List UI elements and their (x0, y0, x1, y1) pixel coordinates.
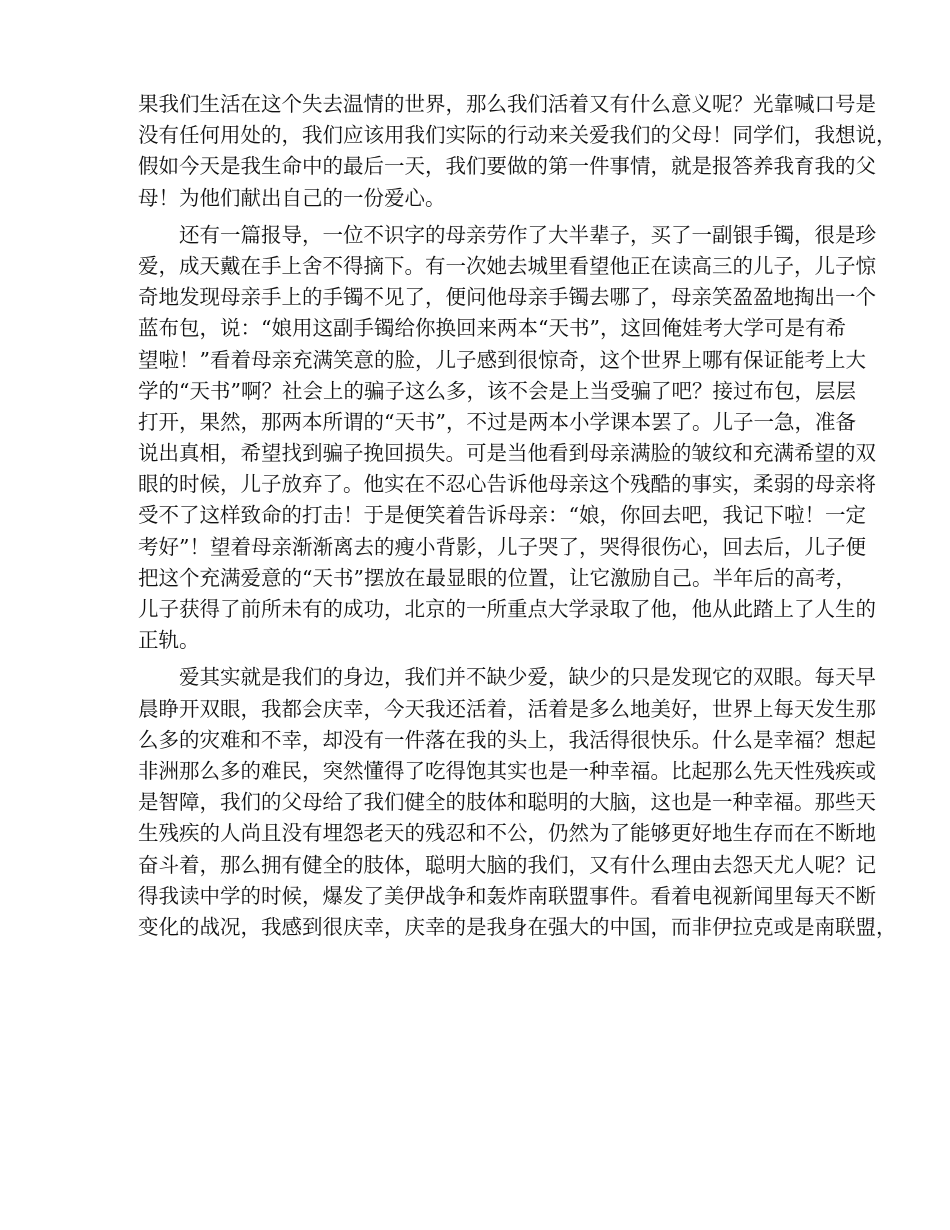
text-line: 蓝布包，说：“娘用这副手镯给你换回来两本“天书”，这回俺娃考大学可是有希 (138, 316, 846, 341)
text-line: 儿子获得了前所未有的成功，北京的一所重点大学录取了他，他从此踏上了人生的 (138, 597, 876, 621)
text-line: 果我们生活在这个失去温情的世界，那么我们活着又有什么意义呢？光靠喊口号是 (138, 92, 876, 116)
text-line: 学的“天书”啊？社会上的骗子这么多，该不会是上当受骗了吧？接过布包，层层 (138, 378, 856, 403)
text-line: 奋斗着，那么拥有健全的肢体，聪明大脑的我们，又有什么理由去怨天尤人呢？记 (138, 852, 876, 877)
text-line: 晨睁开双眼，我都会庆幸，今天我还活着，活着是多么地美好，世界上每天发生那 (138, 696, 876, 721)
text-line: 生残疾的人尚且没有埋怨老天的残忍和不公，仍然为了能够更好地生存而在不断地 (138, 821, 876, 846)
text-line: 说出真相，希望找到骗子挽回损失。可是当他看到母亲满脸的皱纹和充满希望的双 (138, 441, 876, 466)
text-line: 把这个充满爱意的“天书”摆放在最显眼的位置，让它激励自己。半年后的高考， (138, 565, 856, 590)
paragraph (138, 662, 897, 943)
text-line: 得我读中学的时候，爆发了美伊战争和轰炸南联盟事件。看着电视新闻里每天不断 (138, 883, 876, 908)
text-line: 爱，成天戴在手上舍不得摘下。有一次她去城里看望他正在读高三的儿子，儿子惊 (138, 253, 876, 278)
document-body (138, 89, 897, 943)
paragraph (138, 89, 897, 214)
text-line: 考好”！望着母亲渐渐离去的瘦小背影，儿子哭了，哭得很伤心，回去后，儿子便 (138, 534, 866, 559)
text-line: 是智障，我们的父母给了我们健全的肢体和聪明的大脑，这也是一种幸福。那些天 (138, 790, 876, 815)
text-line: 眼的时候，儿子放弃了。他实在不忍心告诉他母亲这个残酷的事实，柔弱的母亲将 (138, 472, 876, 497)
text-line: 么多的灾难和不幸，却没有一件落在我的头上，我活得很快乐。什么是幸福？想起 (138, 727, 876, 752)
text-line: 变化的战况，我感到很庆幸，庆幸的是我身在强大的中国，而非伊拉克或是南联盟， (138, 914, 897, 939)
text-line: 母！为他们献出自己的一份爱心。 (138, 185, 446, 210)
text-line: 爱其实就是我们的身边，我们并不缺少爱，缺少的只是发现它的双眼。每天早 (179, 665, 876, 690)
paragraph (138, 220, 876, 657)
text-line: 还有一篇报导，一位不识字的母亲劳作了大半辈子，买了一副银手镯，很是珍 (179, 222, 876, 247)
text-line: 非洲那么多的难民，突然懂得了吃得饱其实也是一种幸福。比起那么先天性残疾或 (138, 758, 876, 783)
text-line: 没有任何用处的，我们应该用我们实际的行动来关爱我们的父母！同学们，我想说， (138, 123, 897, 148)
text-line: 假如今天是我生命中的最后一天，我们要做的第一件事情，就是报答养我育我的父 (138, 154, 876, 179)
text-line: 望啦！”看着母亲充满笑意的脸，儿子感到很惊奇，这个世界上哪有保证能考上大 (138, 347, 866, 372)
text-line: 奇地发现母亲手上的手镯不见了，便问他母亲手镯去哪了，母亲笑盈盈地掏出一个 (138, 285, 876, 310)
text-line: 受不了这样致命的打击！于是便笑着告诉母亲：“娘，你回去吧，我记下啦！一定 (138, 503, 866, 528)
text-line: 正轨。 (138, 628, 200, 653)
text-line: 打开，果然，那两本所谓的“天书”，不过是两本小学课本罢了。儿子一急，准备 (138, 409, 856, 434)
